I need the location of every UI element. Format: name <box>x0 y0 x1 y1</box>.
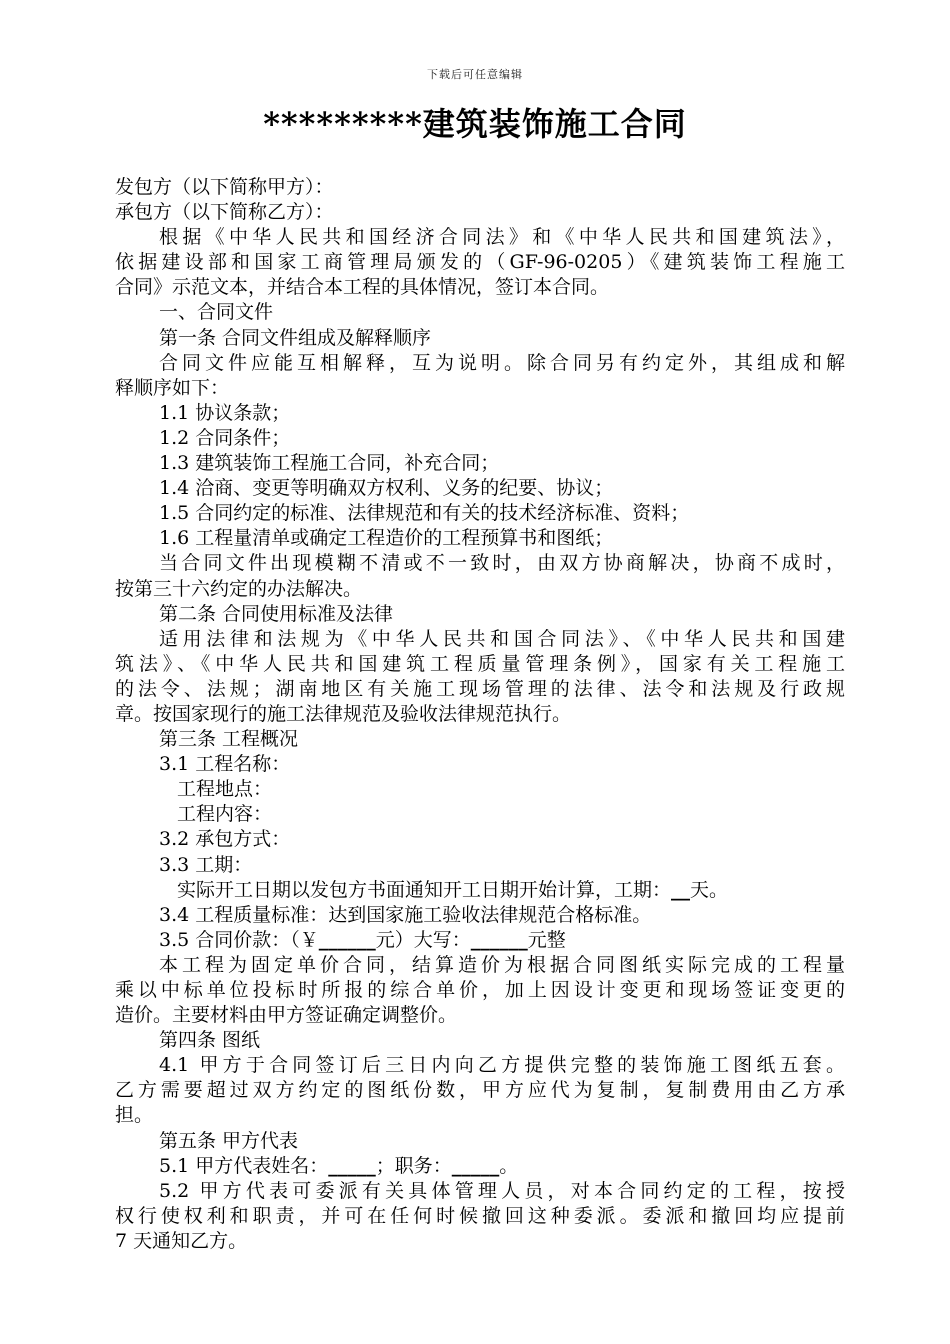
duration-line <box>115 878 845 903</box>
paragraph-line: 本工程为固定单价合同，结算造价为根据合同图纸实际完成的工程量 <box>159 953 845 976</box>
rep-title-blank: _____ <box>451 1154 500 1177</box>
document-title: *********建筑装饰施工合同 <box>263 105 687 143</box>
article-heading: 第一条 合同文件组成及解释顺序 <box>159 326 432 349</box>
duration-text: 实际开工日期以发包方书面通知开工日期开始计算，工期： <box>177 878 672 901</box>
project-content-line: 工程内容： <box>177 803 273 826</box>
paragraph-line: 造价。主要材料由甲方签证确定调整价。 <box>115 1004 458 1027</box>
list-item: 1.2 合同条件； <box>159 426 291 449</box>
price-words-blank: ______ <box>470 928 528 951</box>
paragraph-line: 释顺序如下： <box>115 376 230 399</box>
list-item: 1.1 协议条款； <box>159 401 291 424</box>
price-mid: 元）大写： <box>375 928 471 951</box>
project-location-line: 工程地点： <box>177 778 273 801</box>
contract-mode-line: 3.2 承包方式： <box>159 828 291 851</box>
party-b-line: 承包方（以下简称乙方）： <box>115 201 334 224</box>
list-item: 1.5 合同约定的标准、法律规范和有关的技术经济标准、资料； <box>159 502 690 525</box>
rep-prefix: 5.1 甲方代表姓名： <box>159 1154 329 1177</box>
representative-line <box>115 1154 845 1179</box>
duration-heading: 3.3 工期： <box>159 853 253 876</box>
project-name-line: 3.1 工程名称： <box>159 753 291 776</box>
article-heading: 第二条 合同使用标准及法律 <box>159 602 394 625</box>
quality-standard-line: 3.4 工程质量标准：达到国家施工验收法律规范合格标准。 <box>159 903 652 926</box>
paragraph-line: 按第三十六约定的办法解决。 <box>115 577 363 600</box>
paragraph-line: 章。按国家现行的施工法律规范及验收法律规范执行。 <box>115 702 572 725</box>
paragraph-line: 乙方需要超过双方约定的图纸份数，甲方应代为复制，复制费用由乙方承 <box>115 1079 845 1102</box>
paragraph-line: 权行使权利和职责，并可在任何时候撤回这种委派。委派和撤回均应提前 <box>115 1204 845 1227</box>
price-amount-blank: ______ <box>318 928 376 951</box>
paragraph-line: 乘以中标单位投标时所报的综合单价，加上因设计变更和现场签证变更的 <box>115 979 845 1001</box>
list-item: 1.4 洽商、变更等明确双方权利、义务的纪要、协议； <box>159 477 614 500</box>
duration-suffix: 天。 <box>690 878 729 901</box>
paragraph-line: 合同》示范文本，并结合本工程的具体情况，签订本合同。 <box>115 276 610 299</box>
article-heading: 第四条 图纸 <box>159 1029 261 1052</box>
paragraph-line: 筑法》、《中华人民共和国建筑工程质量管理条例》，国家有关工程施工 <box>115 652 845 675</box>
price-suffix: 元整 <box>527 928 566 951</box>
rep-mid: ；职务： <box>375 1154 452 1177</box>
price-prefix: 3.5 合同价款：（￥ <box>159 928 319 951</box>
paragraph-line: 担。 <box>115 1104 154 1127</box>
paragraph-line: 根据《中华人民共和国经济合同法》和《中华人民共和国建筑法》， <box>159 226 845 249</box>
paragraph-line: 适用法律和法规为《中华人民共和国合同法》、《中华人民共和国建 <box>159 627 845 650</box>
page-header: 下载后可任意编辑 <box>427 68 523 81</box>
paragraph-line: 的法令、法规；湖南地区有关施工现场管理的法律、法令和法规及行政规 <box>115 677 845 700</box>
rep-suffix: 。 <box>499 1154 519 1177</box>
duration-blank: __ <box>671 878 691 901</box>
article-heading: 第三条 工程概况 <box>159 728 299 751</box>
contract-body <box>115 175 845 1254</box>
paragraph-line: 4.1 甲方于合同签订后三日内向乙方提供完整的装饰施工图纸五套。 <box>159 1054 845 1077</box>
paragraph-line: 依据建设部和国家工商管理局颁发的（GF-96-0205）《建筑装饰工程施工 <box>115 251 845 274</box>
contract-price-line <box>115 928 845 953</box>
paragraph-line: 合同文件应能互相解释，互为说明。除合同另有约定外，其组成和解 <box>159 351 845 374</box>
rep-name-blank: _____ <box>328 1154 376 1177</box>
paragraph-line: 7 天通知乙方。 <box>115 1229 248 1252</box>
list-item: 1.6 工程量清单或确定工程造价的工程预算书和图纸； <box>159 527 614 550</box>
paragraph-line: 当合同文件出现模糊不清或不一致时，由双方协商解决，协商不成时， <box>159 552 845 575</box>
paragraph-line: 5.2 甲方代表可委派有关具体管理人员，对本合同约定的工程，按授 <box>159 1179 845 1202</box>
section-heading: 一、合同文件 <box>159 301 274 324</box>
list-item: 1.3 建筑装饰工程施工合同，补充合同； <box>159 452 500 475</box>
party-a-line: 发包方（以下简称甲方）： <box>115 176 334 198</box>
article-heading: 第五条 甲方代表 <box>159 1129 299 1152</box>
